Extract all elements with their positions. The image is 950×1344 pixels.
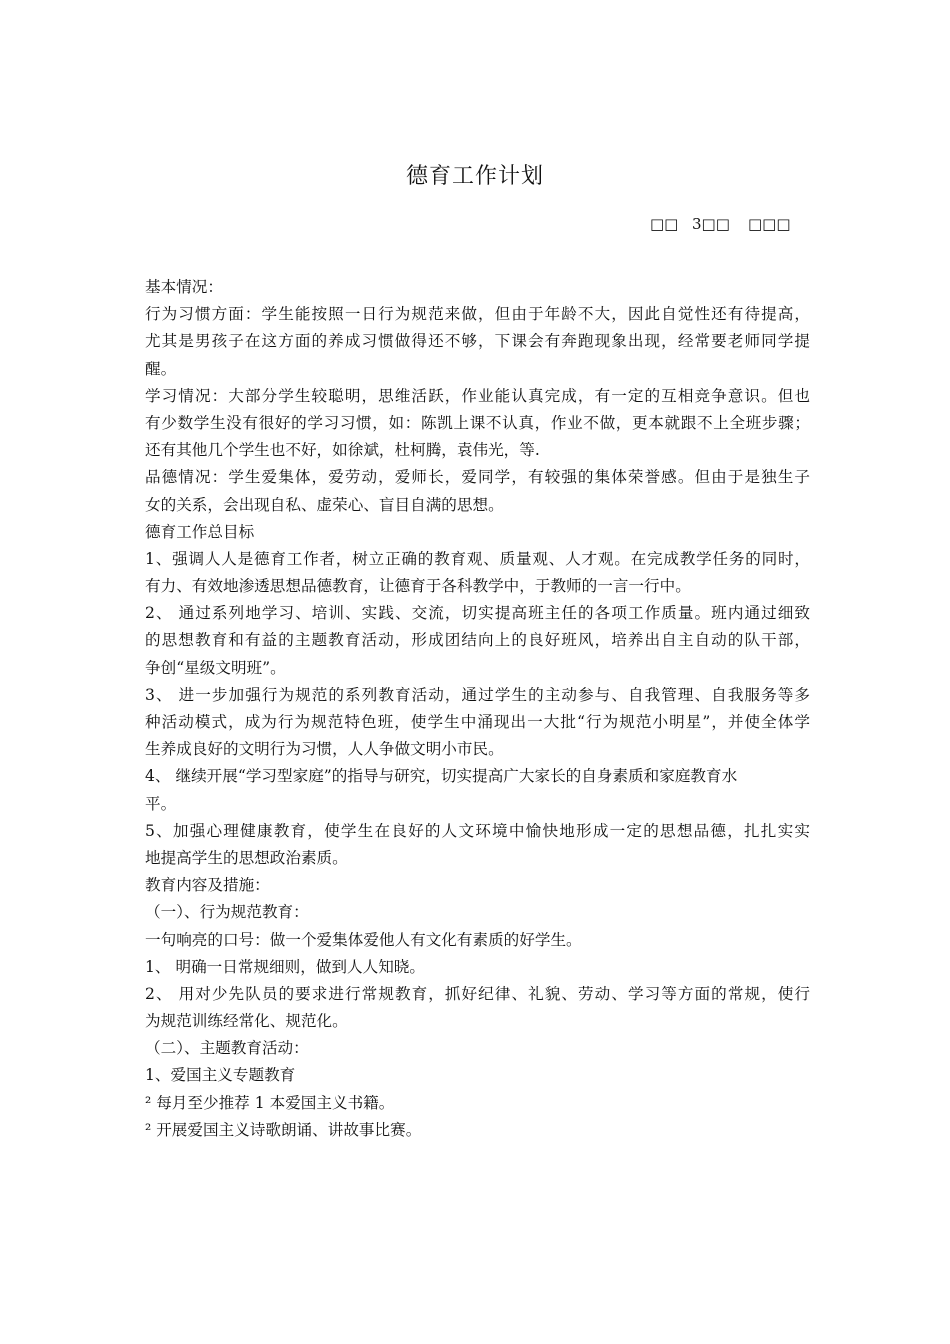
body-text-line: 德育工作总目标 [145,522,255,541]
body-text-line: 行为习惯方面：学生能按照一日行为规范来做，但由于年龄不大，因此自觉性还有待提高， [145,305,810,324]
body-text-line: （二）、主题教育活动： [145,1039,309,1058]
body-text-line: ² 每月至少推荐 1 本爱国主义书籍。 [145,1093,395,1112]
body-text-line: 有少数学生没有很好的学习习惯，如：陈凯上课不认真，作业不做，更本就跟不上全班步骤； [145,413,810,432]
author-byline [650,212,791,236]
body-text-line: 女的关系，会出现自私、虚荣心、盲目自满的思想。 [145,495,504,514]
byline-part: □□ [650,215,679,233]
body-text-line: ² 开展爱国主义诗歌朗诵、讲故事比赛。 [145,1120,422,1139]
body-text-line: 有力、有效地渗透思想品德教育，让德育于各科教学中，于教师的一言一行中。 [145,577,691,596]
body-text-line: 品德情况：学生爱集体，爱劳动，爱师长，爱同学，有较强的集体荣誉感。但由于是独生子 [145,468,810,487]
body-text-line: 为规范训练经常化、规范化。 [145,1012,348,1031]
body-text-line: 平。 [145,794,177,813]
body-text-line: 5、加强心理健康教育，使学生在良好的人文环境中愉快地形成一定的思想品德，扎扎实实 [145,821,810,840]
body-text-line: 还有其他几个学生也不好，如徐斌，杜柯腾，袁伟光，等. [145,441,540,460]
body-text-line: 地提高学生的思想政治素质。 [145,848,348,867]
document-body [145,274,810,1144]
body-text-line: 一句响亮的口号：做一个爱集体爱他人有文化有素质的好学生。 [145,930,582,949]
body-text-line: 4、 继续开展“学习型家庭”的指导与研究，切实提高广大家长的自身素质和家庭教育水 [145,767,738,786]
body-text-line: （一）、行为规范教育： [145,903,309,922]
body-text-line: 基本情况： [145,278,223,296]
body-text-line: 2、 通过系列地学习、培训、实践、交流，切实提高班主任的各项工作质量。班内通过细致 [145,604,810,623]
byline-part: 3□□ [692,215,730,233]
body-text-line: 2、 用对少先队员的要求进行常规教育，抓好纪律、礼貌、劳动、学习等方面的常规，使行 [145,984,810,1003]
body-text-line: 1、强调人人是德育工作者，树立正确的教育观、质量观、人才观。在完成教学任务的同时， [145,549,810,568]
body-text-line: 学习情况：大部分学生较聪明，思维活跃，作业能认真完成，有一定的互相竞争意识。但也 [145,386,810,405]
body-text-line: 争创“星级文明班”。 [145,658,286,677]
body-text-line: 生养成良好的文明行为习惯，人人争做文明小市民。 [145,740,504,759]
byline-part: □□□ [748,215,791,233]
body-text-line: 的思想教育和有益的主题教育活动，形成团结向上的良好班风，培养出自主自动的队干部， [145,631,810,650]
body-text-line: 教育内容及措施： [145,876,270,895]
body-text-line: 1、爱国主义专题教育 [145,1066,296,1085]
body-text-line: 3、 进一步加强行为规范的系列教育活动，通过学生的主动参与、自我管理、自我服务等多 [145,685,810,704]
body-text-line: 尤其是男孩子在这方面的养成习惯做得还不够，下课会有奔跑现象出现，经常要老师同学提 [145,332,810,351]
document-title: 德育工作计划 [405,164,544,189]
body-text-line: 1、 明确一日常规细则，做到人人知晓。 [145,957,425,976]
body-text-line: 醒。 [145,359,177,378]
body-text-line: 种活动模式，成为行为规范特色班，使学生中涌现出一大批“行为规范小明星”，并使全体学 [145,713,810,731]
